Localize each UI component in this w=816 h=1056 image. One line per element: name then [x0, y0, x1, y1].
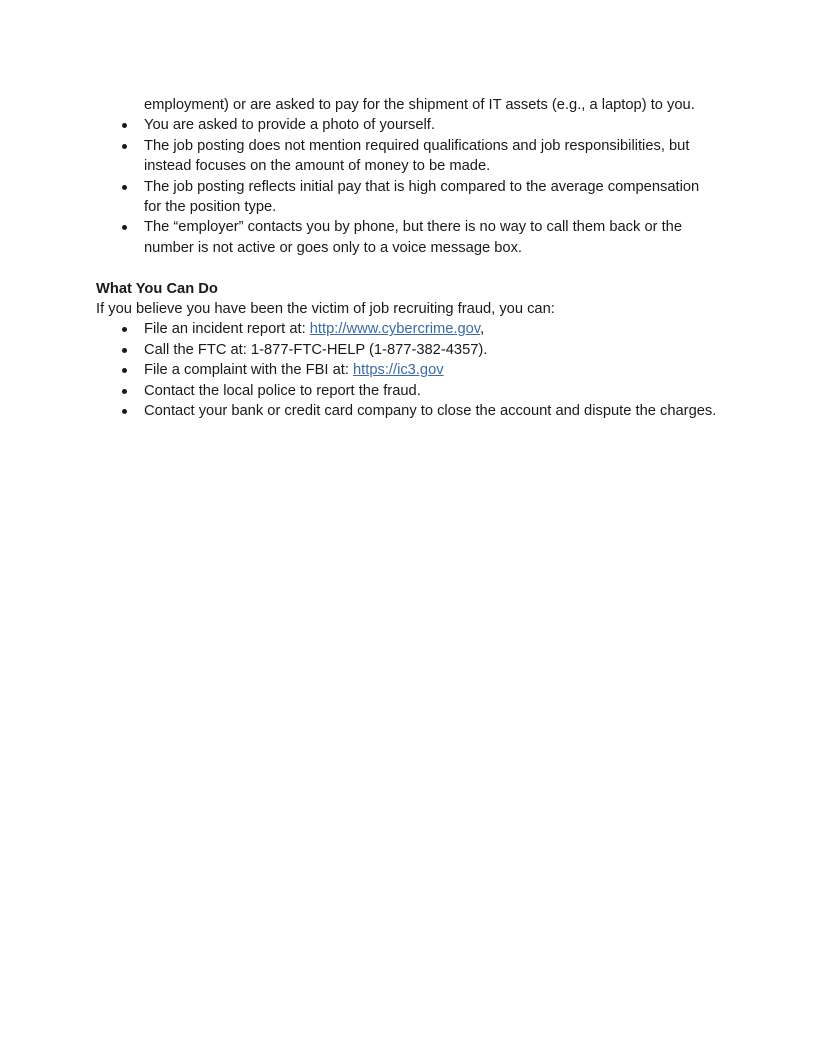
list-item-continuation: [96, 95, 720, 115]
bullet-icon: [122, 348, 127, 353]
list-item: [96, 401, 720, 421]
action-prefix: File a complaint with the FBI at:: [144, 362, 353, 379]
action-prefix: File an incident report at:: [144, 321, 310, 338]
list-item-text: The “employer” contacts you by phone, but there is no way to call them back or the number is not active or goes only to a voice message box.: [144, 219, 683, 256]
action-suffix: ,: [480, 321, 485, 338]
bullet-icon: [122, 409, 127, 414]
warning-signs-list: [96, 95, 720, 258]
list-item-text: Call the FTC at: 1-877-FTC-HELP (1-877-382-4357).: [144, 341, 488, 358]
list-item-text: Contact your bank or credit card company to close the account and dispute the charges.: [144, 403, 717, 420]
bullet-icon: [122, 185, 127, 190]
document-content: [0, 0, 816, 421]
list-item-text: The job posting does not mention required qualifications and job responsibilities, but instead focuses on the amount of money to be made.: [144, 137, 690, 175]
list-item: [96, 319, 720, 339]
list-item-text: Contact the local police to report the fraud.: [144, 382, 421, 399]
list-item-text: You are asked to provide a photo of yourself.: [144, 117, 435, 134]
bullet-icon: [122, 368, 127, 373]
bullet-icon: [122, 144, 127, 149]
list-item-text: employment) or are asked to pay for the shipment of IT assets (e.g., a laptop) to you.: [144, 97, 695, 113]
list-item: [96, 136, 720, 177]
list-item: [96, 340, 720, 360]
bullet-icon: [122, 123, 127, 128]
list-item: [96, 177, 720, 218]
section-heading: What You Can Do: [96, 280, 218, 297]
actions-list: [96, 319, 720, 421]
bullet-icon: [122, 327, 127, 332]
blank-line: [96, 258, 720, 278]
list-item-text: The job posting reflects initial pay that is high compared to the average compensation for the position type.: [144, 178, 700, 216]
list-item: [96, 381, 720, 401]
cybercrime-link[interactable]: http://www.cybercrime.gov: [309, 321, 481, 338]
list-item: [96, 360, 720, 380]
bullet-icon: [122, 389, 127, 394]
list-item: [96, 115, 720, 135]
bullet-icon: [122, 225, 127, 230]
ic3-link[interactable]: https://ic3.gov: [352, 362, 444, 379]
intro-paragraph: If you believe you have been the victim of job recruiting fraud, you can:: [96, 301, 555, 318]
list-item: [96, 217, 720, 258]
